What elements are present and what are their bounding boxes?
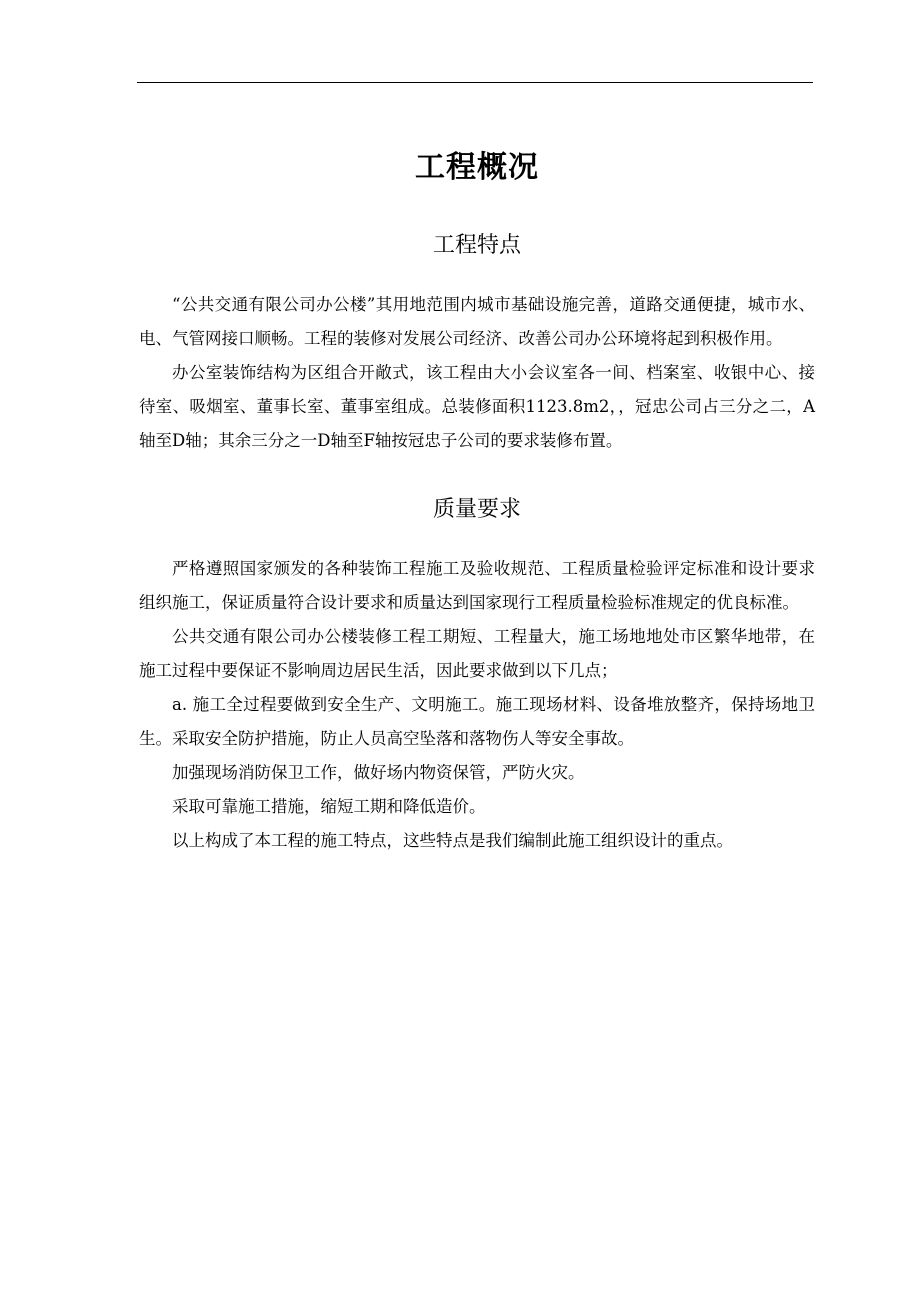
paragraph: 严格遵照国家颁发的各种装饰工程施工及验收规范、工程质量检验评定标准和设计要求组织施工，保证质量符合设计要求和质量达到国家现行工程质量检验标准规定的优良标准。	[139, 559, 815, 612]
paragraph-item-a: a. 施工全过程要做到安全生产、文明施工。施工现场材料、设备堆放整齐，保持场地卫生。采取安全防护措施，防止人员高空坠落和落物伤人等安全事故。	[139, 695, 815, 748]
section-heading-project-features: 工程特点	[432, 233, 521, 258]
paragraph: 采取可靠施工措施，缩短工期和降低造价。	[172, 797, 486, 816]
section-body-quality-requirements	[139, 552, 815, 858]
paragraph: 办公室装饰结构为区组合开敞式，该工程由大小会议室各一间、档案室、收银中心、接待室、吸烟室、董事长室、董事室组成。总装修面积1123.8m2，，冠忠公司占三分之二，A轴至D轴；其余三分之一D轴至F轴按冠忠子公司的要求装修布置。	[139, 363, 815, 450]
document-title: 工程概况	[415, 150, 539, 185]
section-body-project-features	[139, 288, 815, 458]
page-content	[139, 140, 815, 858]
header-rule	[137, 82, 813, 83]
section-heading-quality-requirements: 质量要求	[432, 497, 521, 522]
paragraph: 公共交通有限公司办公楼装修工程工期短、工程量大，施工场地地处市区繁华地带，在施工过程中要保证不影响周边居民生活，因此要求做到以下几点；	[139, 627, 815, 680]
paragraph: “公共交通有限公司办公楼”其用地范围内城市基础设施完善，道路交通便捷，城市水、电、气管网接口顺畅。工程的装修对发展公司经济、改善公司办公环境将起到积极作用。	[139, 295, 815, 348]
paragraph: 加强现场消防保卫工作，做好场内物资保管，严防火灾。	[172, 763, 585, 782]
paragraph: 以上构成了本工程的施工特点，这些特点是我们编制此施工组织设计的重点。	[172, 831, 733, 850]
